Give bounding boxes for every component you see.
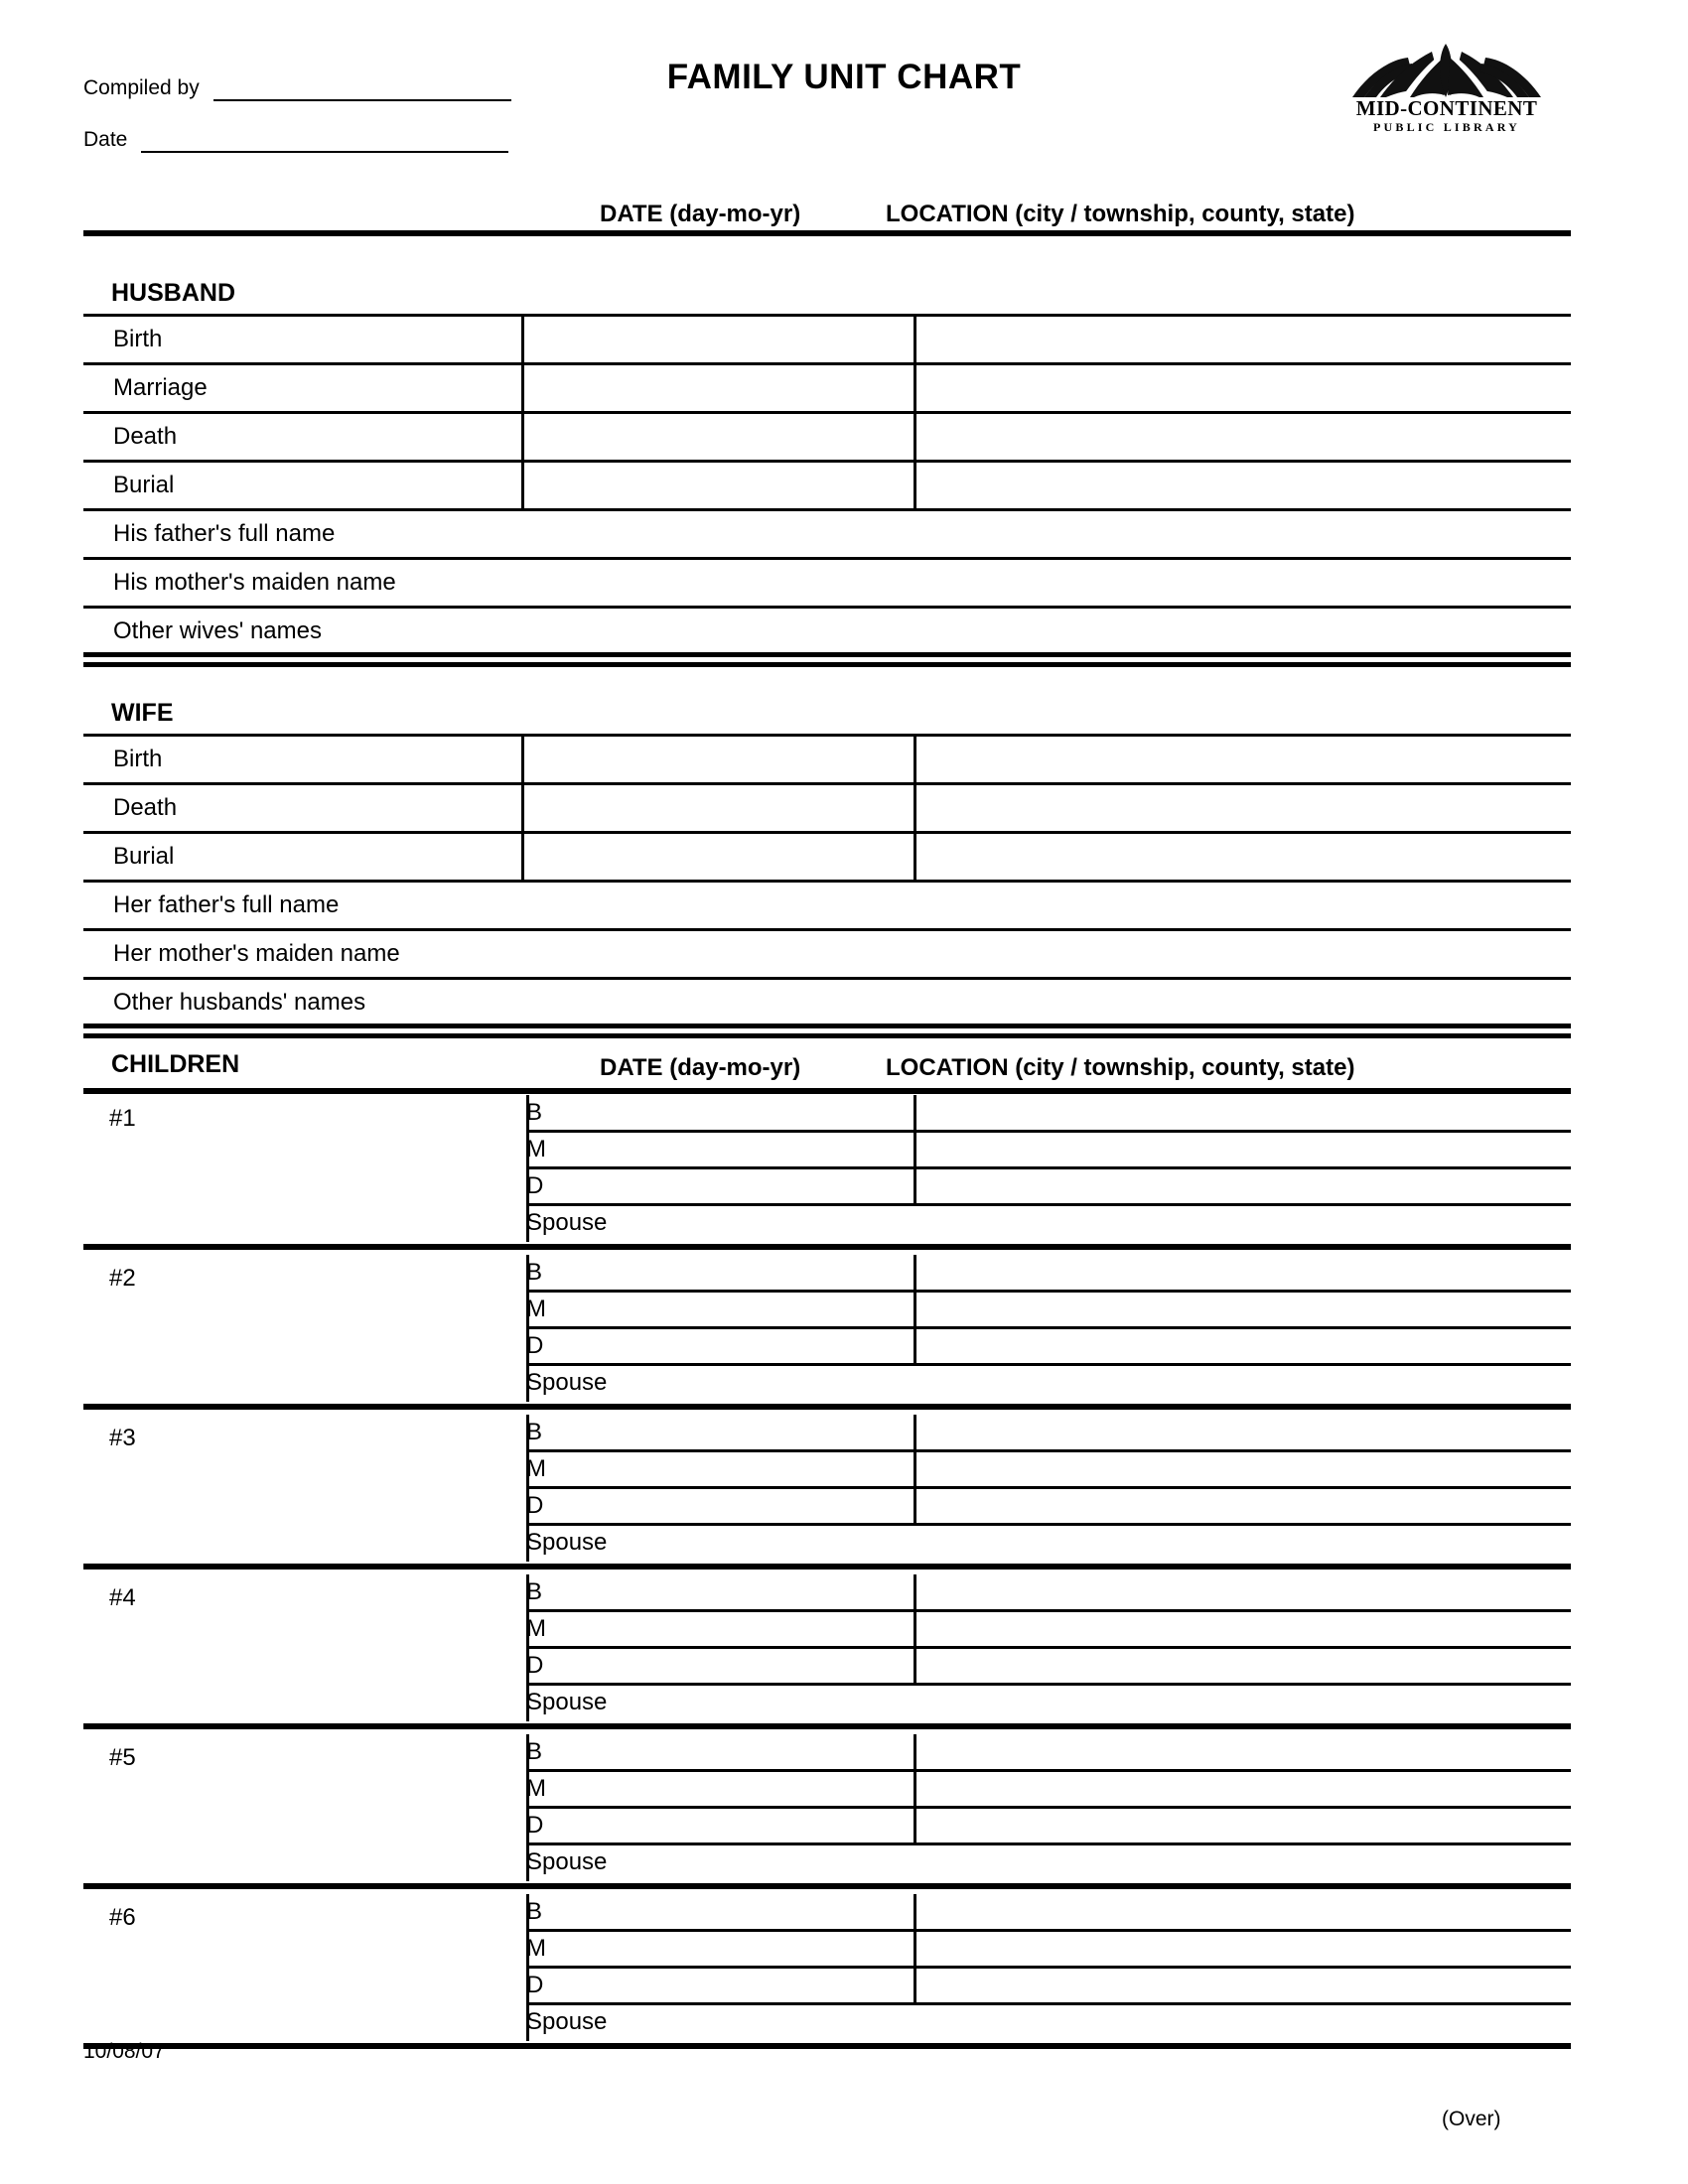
child-2-birth-label: B <box>526 1259 543 1286</box>
wife-birth-location-cell[interactable] <box>916 736 1569 781</box>
child-number-1: #1 <box>109 1105 136 1132</box>
section-title-children: CHILDREN <box>111 1050 240 1078</box>
child-6-spouse-cell[interactable] <box>635 2006 1569 2039</box>
wife-death-location-cell[interactable] <box>916 784 1569 830</box>
child-5-birth-date-cell[interactable] <box>561 1736 912 1769</box>
child-4-spouse-cell[interactable] <box>635 1687 1569 1719</box>
wife-children-separator-bottom <box>83 1033 1571 1038</box>
husband-wife-separator-bottom <box>83 662 1571 667</box>
child-4-rule-3 <box>526 1683 1571 1686</box>
child-4-spouse-label: Spouse <box>526 1689 608 1715</box>
child-6-rule-3 <box>526 2002 1571 2005</box>
husband-marriage-location-cell[interactable] <box>916 364 1569 410</box>
child-3-birth-date-cell[interactable] <box>561 1417 912 1449</box>
wife-burial-date-cell[interactable] <box>524 833 912 879</box>
over-note: (Over) <box>1442 2108 1501 2130</box>
section-title-husband: HUSBAND <box>111 279 235 307</box>
form-header <box>0 0 1688 189</box>
child-3-death-label: D <box>526 1492 544 1519</box>
wife-birth-date-cell[interactable] <box>524 736 912 781</box>
husband-burial-location-cell[interactable] <box>916 462 1569 507</box>
footer-revision-date: 10/08/07 <box>83 2040 165 2063</box>
child-6-marriage-label: M <box>526 1935 546 1962</box>
compiled-date-input-line[interactable] <box>141 150 508 153</box>
child-1-spouse-label: Spouse <box>526 1209 608 1236</box>
husband-row-label-marriage: Marriage <box>113 374 208 401</box>
compiled-by-label: Compiled by <box>83 76 200 99</box>
child-3-marriage-location-cell[interactable] <box>916 1453 1569 1486</box>
child-block-separator-6 <box>83 2043 1571 2049</box>
child-2-spouse-cell[interactable] <box>635 1367 1569 1400</box>
child-4-death-date-cell[interactable] <box>561 1650 912 1683</box>
child-2-marriage-location-cell[interactable] <box>916 1294 1569 1326</box>
children-column-headers <box>83 1048 1571 1084</box>
wife-row-label-burial: Burial <box>113 843 175 870</box>
child-block-separator-5 <box>83 1883 1571 1889</box>
child-name-cell-6[interactable] <box>149 1896 521 2039</box>
compiled-date-field[interactable] <box>83 129 508 153</box>
husband-row-label-other-wives: Other wives' names <box>113 617 322 644</box>
child-2-birth-location-cell[interactable] <box>916 1257 1569 1290</box>
child-block-separator-4 <box>83 1723 1571 1729</box>
child-4-death-label: D <box>526 1652 544 1679</box>
child-block-separator-2 <box>83 1404 1571 1410</box>
child-1-marriage-location-cell[interactable] <box>916 1134 1569 1166</box>
child-5-spouse-label: Spouse <box>526 1848 608 1875</box>
child-4-rule-1 <box>526 1609 1571 1612</box>
child-2-rule-2 <box>526 1326 1571 1329</box>
section-title-wife: WIFE <box>111 699 174 727</box>
child-3-marriage-label: M <box>526 1455 546 1482</box>
child-4-birth-label: B <box>526 1578 543 1605</box>
child-5-death-label: D <box>526 1812 544 1839</box>
child-name-cell-2[interactable] <box>149 1257 521 1400</box>
child-6-birth-date-cell[interactable] <box>561 1896 912 1929</box>
child-1-marriage-date-cell[interactable] <box>561 1134 912 1166</box>
husband-row-label-burial: Burial <box>113 472 175 498</box>
husband-row-label-mother: His mother's maiden name <box>113 569 396 596</box>
child-3-birth-location-cell[interactable] <box>916 1417 1569 1449</box>
husband-death-location-cell[interactable] <box>916 413 1569 459</box>
wife-row-label-mother: Her mother's maiden name <box>113 940 400 967</box>
child-3-spouse-cell[interactable] <box>635 1527 1569 1560</box>
child-6-spouse-label: Spouse <box>526 2008 608 2035</box>
child-number-4: #4 <box>109 1584 136 1611</box>
husband-rule-5 <box>83 557 1571 560</box>
child-3-birth-label: B <box>526 1419 543 1445</box>
child-5-birth-location-cell[interactable] <box>916 1736 1569 1769</box>
child-4-marriage-location-cell[interactable] <box>916 1613 1569 1646</box>
child-6-death-date-cell[interactable] <box>561 1970 912 2002</box>
child-6-death-location-cell[interactable] <box>916 1970 1569 2002</box>
wife-other-husbands-cell[interactable] <box>427 983 1569 1023</box>
child-3-spouse-label: Spouse <box>526 1529 608 1556</box>
child-2-rule-3 <box>526 1363 1571 1366</box>
child-number-5: #5 <box>109 1744 136 1771</box>
child-number-3: #3 <box>109 1425 136 1451</box>
husband-rule-6 <box>83 606 1571 609</box>
husband-birth-location-cell[interactable] <box>916 316 1569 361</box>
child-6-death-label: D <box>526 1972 544 1998</box>
husband-birth-date-cell[interactable] <box>524 316 912 361</box>
open-book-icon <box>1350 36 1543 101</box>
child-4-marriage-label: M <box>526 1615 546 1642</box>
child-1-birth-location-cell[interactable] <box>916 1097 1569 1130</box>
child-3-rule-3 <box>526 1523 1571 1526</box>
child-5-rule-3 <box>526 1843 1571 1845</box>
child-1-birth-date-cell[interactable] <box>561 1097 912 1130</box>
main-column-headers <box>83 195 1571 230</box>
child-1-birth-label: B <box>526 1099 543 1126</box>
child-name-cell-4[interactable] <box>149 1576 521 1719</box>
wife-row-label-father: Her father's full name <box>113 891 340 918</box>
wife-rule-3 <box>83 880 1571 883</box>
child-3-rule-1 <box>526 1449 1571 1452</box>
compiled-date-label: Date <box>83 128 128 151</box>
logo-name: MID-CONTINENT <box>1355 96 1538 120</box>
child-2-death-date-cell[interactable] <box>561 1330 912 1363</box>
child-4-rule-2 <box>526 1646 1571 1649</box>
column-header-location: LOCATION (city / township, county, state) <box>886 201 1355 227</box>
child-1-rule-3 <box>526 1203 1571 1206</box>
wife-children-separator-top <box>83 1024 1571 1028</box>
husband-row-label-birth: Birth <box>113 326 163 352</box>
child-1-rule-1 <box>526 1130 1571 1133</box>
husband-burial-date-cell[interactable] <box>524 462 912 507</box>
wife-row-label-birth: Birth <box>113 746 163 772</box>
husband-marriage-date-cell[interactable] <box>524 364 912 410</box>
child-1-spouse-cell[interactable] <box>635 1207 1569 1240</box>
child-4-marriage-date-cell[interactable] <box>561 1613 912 1646</box>
child-1-death-date-cell[interactable] <box>561 1170 912 1203</box>
child-5-marriage-location-cell[interactable] <box>916 1773 1569 1806</box>
child-5-rule-1 <box>526 1769 1571 1772</box>
child-name-cell-5[interactable] <box>149 1736 521 1879</box>
husband-father-name-cell[interactable] <box>427 514 1569 554</box>
child-5-marriage-date-cell[interactable] <box>561 1773 912 1806</box>
husband-mother-name-cell[interactable] <box>457 563 1569 603</box>
child-1-death-label: D <box>526 1172 544 1199</box>
child-1-death-location-cell[interactable] <box>916 1170 1569 1203</box>
child-5-spouse-cell[interactable] <box>635 1846 1569 1879</box>
children-header-rule <box>83 1088 1571 1094</box>
child-4-birth-location-cell[interactable] <box>916 1576 1569 1609</box>
child-3-marriage-date-cell[interactable] <box>561 1453 912 1486</box>
child-block-separator-3 <box>83 1564 1571 1570</box>
child-block-separator-1 <box>83 1244 1571 1250</box>
child-4-death-location-cell[interactable] <box>916 1650 1569 1683</box>
page-title: FAMILY UNIT CHART <box>666 58 1022 96</box>
child-2-marriage-date-cell[interactable] <box>561 1294 912 1326</box>
children-column-header-location: LOCATION (city / township, county, state) <box>886 1054 1355 1081</box>
husband-rule-4 <box>83 508 1571 511</box>
husband-wife-separator-top <box>83 652 1571 657</box>
child-name-cell-1[interactable] <box>149 1097 521 1240</box>
child-6-birth-location-cell[interactable] <box>916 1896 1569 1929</box>
child-2-birth-date-cell[interactable] <box>561 1257 912 1290</box>
child-6-rule-1 <box>526 1929 1571 1932</box>
husband-death-date-cell[interactable] <box>524 413 912 459</box>
compiled-by-input-line[interactable] <box>213 98 511 101</box>
wife-row-label-death: Death <box>113 794 178 821</box>
library-logo <box>1342 36 1551 150</box>
child-name-cell-3[interactable] <box>149 1417 521 1560</box>
child-5-rule-2 <box>526 1806 1571 1809</box>
wife-rule-5 <box>83 977 1571 980</box>
child-number-6: #6 <box>109 1904 136 1931</box>
children-column-header-date: DATE (day-mo-yr) <box>600 1054 801 1081</box>
husband-row-label-death: Death <box>113 423 178 450</box>
child-5-marriage-label: M <box>526 1775 546 1802</box>
child-1-rule-2 <box>526 1166 1571 1169</box>
child-2-death-label: D <box>526 1332 544 1359</box>
wife-death-date-cell[interactable] <box>524 784 912 830</box>
column-header-date: DATE (day-mo-yr) <box>600 201 801 227</box>
husband-row-label-father: His father's full name <box>113 520 336 547</box>
child-number-2: #2 <box>109 1265 136 1292</box>
child-3-death-date-cell[interactable] <box>561 1490 912 1523</box>
child-2-death-location-cell[interactable] <box>916 1330 1569 1363</box>
child-6-birth-label: B <box>526 1898 543 1925</box>
husband-other-wives-cell[interactable] <box>392 612 1569 651</box>
logo-subtitle: PUBLIC LIBRARY <box>1372 120 1521 134</box>
wife-mother-name-cell[interactable] <box>467 934 1569 974</box>
wife-rule-4 <box>83 928 1571 931</box>
child-2-rule-1 <box>526 1290 1571 1293</box>
child-6-marriage-location-cell[interactable] <box>916 1933 1569 1966</box>
child-5-death-location-cell[interactable] <box>916 1810 1569 1843</box>
wife-burial-location-cell[interactable] <box>916 833 1569 879</box>
child-4-birth-date-cell[interactable] <box>561 1576 912 1609</box>
header-bottom-rule <box>83 230 1571 236</box>
child-2-marriage-label: M <box>526 1296 546 1322</box>
child-5-birth-label: B <box>526 1738 543 1765</box>
child-6-marriage-date-cell[interactable] <box>561 1933 912 1966</box>
child-5-death-date-cell[interactable] <box>561 1810 912 1843</box>
child-3-death-location-cell[interactable] <box>916 1490 1569 1523</box>
child-1-marriage-label: M <box>526 1136 546 1162</box>
wife-father-name-cell[interactable] <box>437 886 1569 925</box>
child-6-rule-2 <box>526 1966 1571 1969</box>
child-3-rule-2 <box>526 1486 1571 1489</box>
child-2-spouse-label: Spouse <box>526 1369 608 1396</box>
wife-row-label-other-husbands: Other husbands' names <box>113 989 366 1016</box>
